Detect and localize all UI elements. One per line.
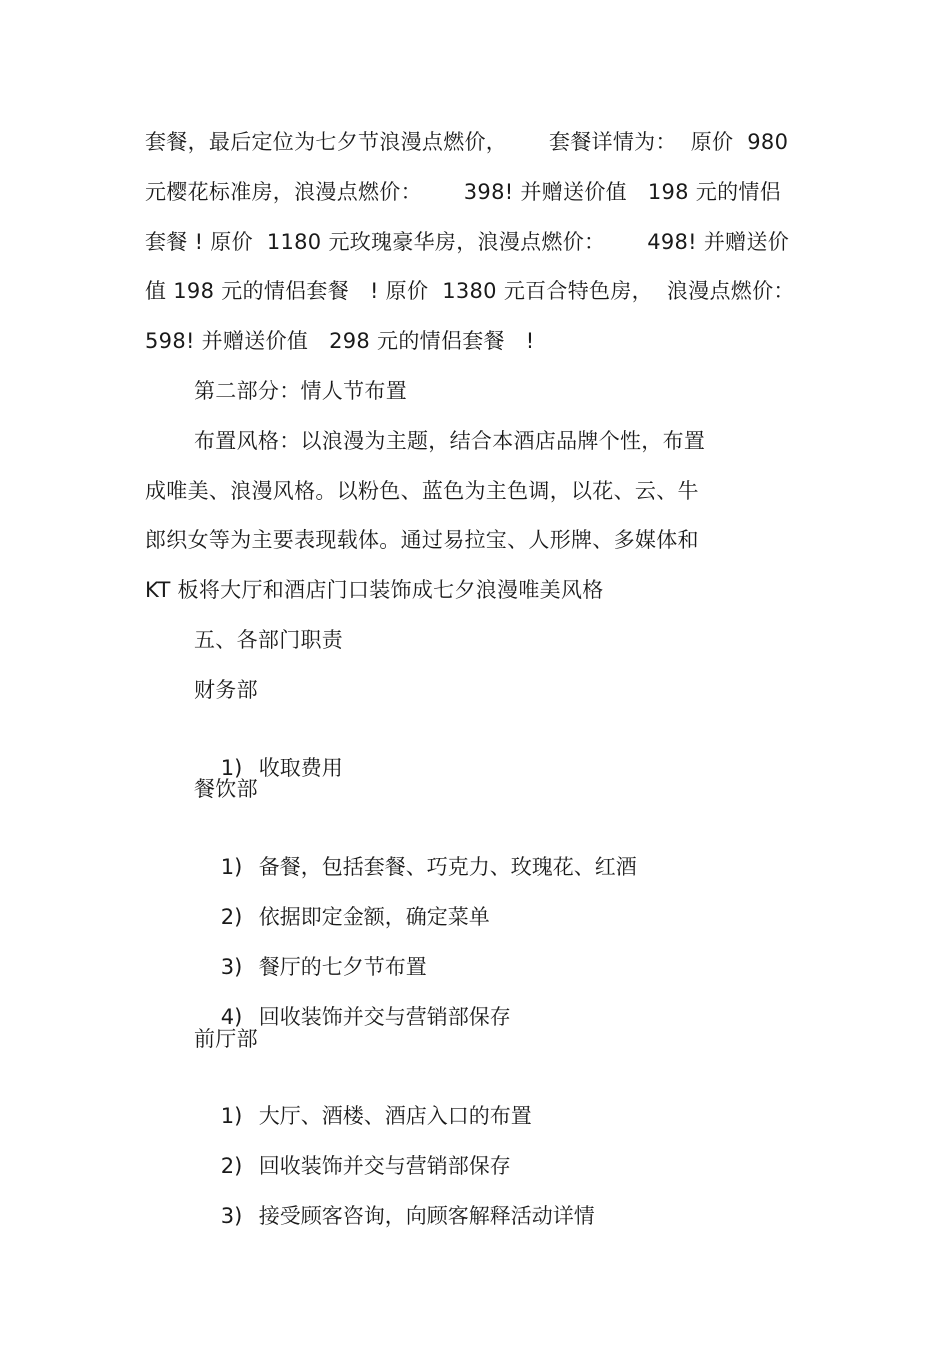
department-front-office-name: 前厅部 xyxy=(194,1027,258,1051)
paragraph-1-line-3: 套餐 ! 原价 1180 元玫瑰豪华房，浪漫点燃价： 498! 并赠送价 xyxy=(145,230,790,254)
list-item-text: 备餐，包括套餐、巧克力、玫瑰花、红酒 xyxy=(258,855,637,879)
list-item-number: 3) xyxy=(220,955,243,979)
list-item-number: 1) xyxy=(220,756,243,780)
list-item-number: 1) xyxy=(220,1104,243,1128)
department-finance-name: 财务部 xyxy=(194,678,258,702)
list-item-number: 3) xyxy=(220,1204,243,1228)
list-item-text: 回收装饰并交与营销部保存 xyxy=(258,1005,511,1029)
list-item-text: 回收装饰并交与营销部保存 xyxy=(258,1154,511,1178)
section-5-heading: 五、各部门职责 xyxy=(194,628,344,652)
paragraph-1-line-1: 套餐，最后定位为七夕节浪漫点燃价， 套餐详情为： 原价 980 xyxy=(145,130,789,154)
paragraph-1-line-5: 598! 并赠送价值 298 元的情侣套餐 ! xyxy=(145,329,535,353)
list-item-text: 依据即定金额，确定菜单 xyxy=(258,905,490,929)
paragraph-2-line-1: 布置风格：以浪漫为主题，结合本酒店品牌个性，布置 xyxy=(194,429,706,453)
section-2-heading: 第二部分：情人节布置 xyxy=(194,379,407,403)
paragraph-2-line-2: 成唯美、浪漫风格。以粉色、蓝色为主色调，以花、云、牛 xyxy=(145,479,699,503)
list-item-text: 大厅、酒楼、酒店入口的布置 xyxy=(258,1104,532,1128)
paragraph-2-line-4: KT 板将大厅和酒店门口装饰成七夕浪漫唯美风格 xyxy=(145,578,604,602)
list-item-text: 餐厅的七夕节布置 xyxy=(258,955,427,979)
list-item-number: 1) xyxy=(220,855,243,879)
paragraph-2-line-3: 郎织女等为主要表现载体。通过易拉宝、人形牌、多媒体和 xyxy=(145,528,699,552)
list-item-number: 4) xyxy=(220,1005,243,1029)
paragraph-1-line-2: 元樱花标准房，浪漫点燃价： 398! 并赠送价值 198 元的情侣 xyxy=(145,180,782,204)
list-item-number: 2) xyxy=(220,905,243,929)
list-item-text: 接受顾客咨询，向顾客解释活动详情 xyxy=(258,1204,595,1228)
list-item-text: 收取费用 xyxy=(258,756,343,780)
list-item-number: 2) xyxy=(220,1154,243,1178)
list-item xyxy=(194,1174,595,1258)
paragraph-1-line-4: 值 198 元的情侣套餐 ! 原价 1380 元百合特色房， 浪漫点燃价： xyxy=(145,279,795,303)
department-catering-name: 餐饮部 xyxy=(194,777,258,801)
